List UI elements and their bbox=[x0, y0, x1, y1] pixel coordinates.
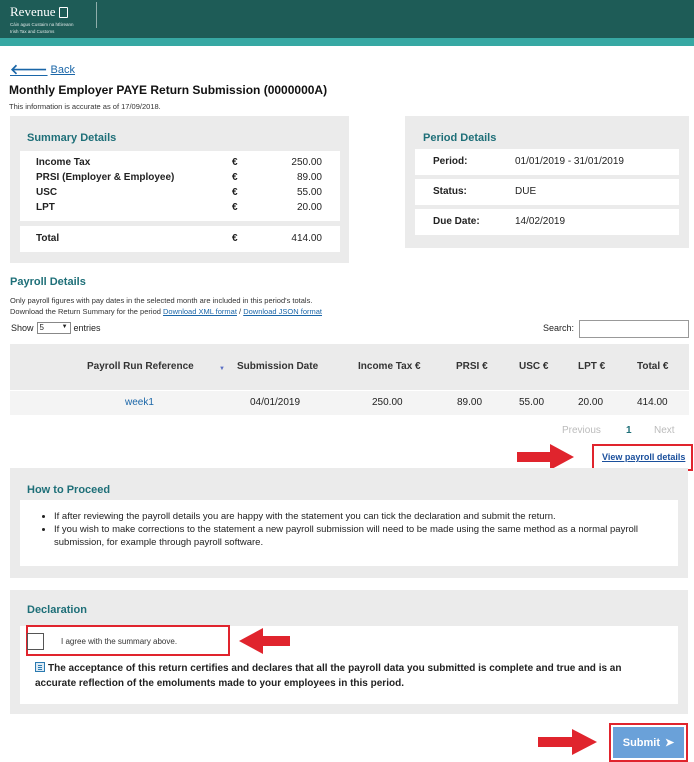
header-accent-bar bbox=[0, 38, 694, 46]
period-label: Period: bbox=[433, 156, 468, 167]
pager-next[interactable]: Next bbox=[654, 425, 675, 436]
col-usc[interactable]: USC € bbox=[519, 361, 549, 372]
pager-page-1[interactable]: 1 bbox=[626, 425, 632, 436]
summary-value: 250.00 bbox=[291, 157, 322, 168]
summary-label: LPT bbox=[36, 202, 55, 213]
currency-symbol: € bbox=[232, 202, 238, 213]
link-separator: / bbox=[239, 307, 242, 316]
due-date-row bbox=[415, 209, 679, 235]
submit-button[interactable] bbox=[613, 727, 684, 758]
col-income-tax[interactable]: Income Tax € bbox=[358, 361, 421, 372]
summary-total-label: Total bbox=[36, 233, 60, 244]
summary-total-value: 414.00 bbox=[291, 233, 322, 244]
summary-label: USC bbox=[36, 187, 58, 198]
annotation-arrowhead bbox=[239, 628, 263, 654]
download-xml-link[interactable]: Download XML format bbox=[163, 307, 237, 316]
annotation-arrowhead bbox=[550, 444, 574, 470]
status-label: Status: bbox=[433, 186, 467, 197]
due-date-label: Due Date: bbox=[433, 216, 480, 227]
brand-name: Revenue bbox=[10, 4, 56, 19]
period-row bbox=[415, 149, 679, 175]
brand-sub-english: Irish Tax and Customs bbox=[10, 29, 55, 34]
currency-symbol: € bbox=[232, 187, 238, 198]
page-title: Monthly Employer PAYE Return Submission (0000000A) bbox=[9, 83, 328, 97]
sort-desc-icon: ▼ bbox=[219, 366, 225, 372]
harp-icon bbox=[59, 7, 68, 18]
col-submission-date[interactable]: Submission Date bbox=[237, 361, 319, 372]
how-to-proceed-heading: How to Proceed bbox=[27, 484, 111, 496]
period-panel bbox=[405, 116, 689, 248]
summary-value: 55.00 bbox=[296, 187, 322, 198]
payroll-heading: Payroll Details bbox=[10, 276, 86, 288]
payroll-run-link[interactable]: week1 bbox=[125, 397, 154, 408]
entries-control bbox=[11, 322, 101, 334]
view-payroll-details-link[interactable]: View payroll details bbox=[602, 452, 686, 462]
summary-heading: Summary Details bbox=[27, 132, 117, 144]
header-divider bbox=[96, 2, 97, 28]
summary-panel bbox=[10, 116, 349, 263]
summary-value: 89.00 bbox=[296, 172, 322, 183]
back-link[interactable] bbox=[10, 61, 75, 78]
annotation-arrowhead bbox=[572, 729, 597, 755]
currency-symbol: € bbox=[232, 157, 238, 168]
submit-label: Submit bbox=[622, 736, 661, 749]
currency-symbol: € bbox=[232, 172, 238, 183]
due-date-value: 14/02/2019 bbox=[515, 216, 566, 227]
col-payroll-run-ref[interactable]: Payroll Run Reference bbox=[87, 361, 194, 372]
status-value: DUE bbox=[515, 186, 537, 197]
pager-previous[interactable]: Previous bbox=[562, 425, 601, 436]
entries-value: 5 bbox=[39, 323, 44, 332]
annotation-arrow bbox=[262, 636, 290, 646]
agree-label: I agree with the summary above. bbox=[61, 637, 178, 646]
show-label: Show bbox=[11, 323, 34, 333]
search-label: Search: bbox=[543, 323, 575, 333]
download-json-link[interactable]: Download JSON format bbox=[243, 307, 322, 316]
declaration-heading: Declaration bbox=[27, 604, 87, 616]
col-total[interactable]: Total € bbox=[637, 361, 669, 372]
annotation-arrow bbox=[517, 452, 551, 462]
table-row bbox=[10, 391, 689, 415]
site-header bbox=[0, 0, 694, 38]
submission-date-cell: 04/01/2019 bbox=[250, 397, 301, 408]
document-icon bbox=[35, 662, 45, 672]
period-value: 01/01/2019 - 31/01/2019 bbox=[515, 156, 624, 167]
accuracy-note: This information is accurate as of 17/09/2018. bbox=[9, 102, 161, 111]
payroll-note: Only payroll figures with pay dates in the selected month are included in this period's totals. bbox=[10, 296, 313, 305]
download-line bbox=[10, 307, 322, 316]
arrow-left-icon: 🡐 bbox=[10, 61, 48, 77]
annotation-arrow bbox=[538, 737, 573, 747]
usc-cell: 55.00 bbox=[519, 397, 545, 408]
col-prsi[interactable]: PRSI € bbox=[456, 361, 488, 372]
search-input[interactable] bbox=[579, 320, 689, 338]
income-tax-cell: 250.00 bbox=[372, 397, 403, 408]
how-to-proceed-panel bbox=[10, 468, 688, 578]
summary-label: PRSI (Employer & Employee) bbox=[36, 172, 175, 183]
currency-symbol: € bbox=[232, 233, 238, 244]
certification-text bbox=[35, 661, 665, 691]
summary-value: 20.00 bbox=[296, 202, 322, 213]
certification-statement: The acceptance of this return certifies and declares that all the payroll data you submitted is complete and true and is an accurate reflection of the emoluments made to your employees in this period. bbox=[35, 663, 622, 689]
agree-checkbox[interactable] bbox=[27, 633, 44, 650]
col-lpt[interactable]: LPT € bbox=[578, 361, 606, 372]
list-item: • If you wish to make corrections to the statement a new payroll submission will need to be made using the same method as a normal payroll submission, for example through payroll software. bbox=[54, 523, 678, 549]
send-icon: ➤ bbox=[665, 737, 675, 749]
total-cell: 414.00 bbox=[637, 397, 668, 408]
revenue-logo[interactable] bbox=[10, 4, 74, 34]
list-item: • If after reviewing the payroll details you are happy with the statement you can tick the declaration and submit the return. bbox=[54, 510, 678, 523]
table-header bbox=[10, 344, 689, 390]
status-row bbox=[415, 179, 679, 205]
prsi-cell: 89.00 bbox=[457, 397, 483, 408]
entries-label: entries bbox=[73, 323, 101, 333]
brand-sub-irish: Cáin agus Custaim na hÉireann bbox=[10, 22, 74, 27]
period-heading: Period Details bbox=[423, 132, 497, 144]
summary-label: Income Tax bbox=[36, 157, 91, 168]
entries-select[interactable] bbox=[37, 322, 71, 334]
download-note: Download the Return Summary for the period bbox=[10, 307, 161, 316]
summary-total-row bbox=[20, 226, 340, 252]
back-label: Back bbox=[50, 63, 76, 76]
summary-table bbox=[20, 151, 340, 221]
how-to-proceed-content bbox=[20, 500, 678, 566]
lpt-cell: 20.00 bbox=[578, 397, 604, 408]
